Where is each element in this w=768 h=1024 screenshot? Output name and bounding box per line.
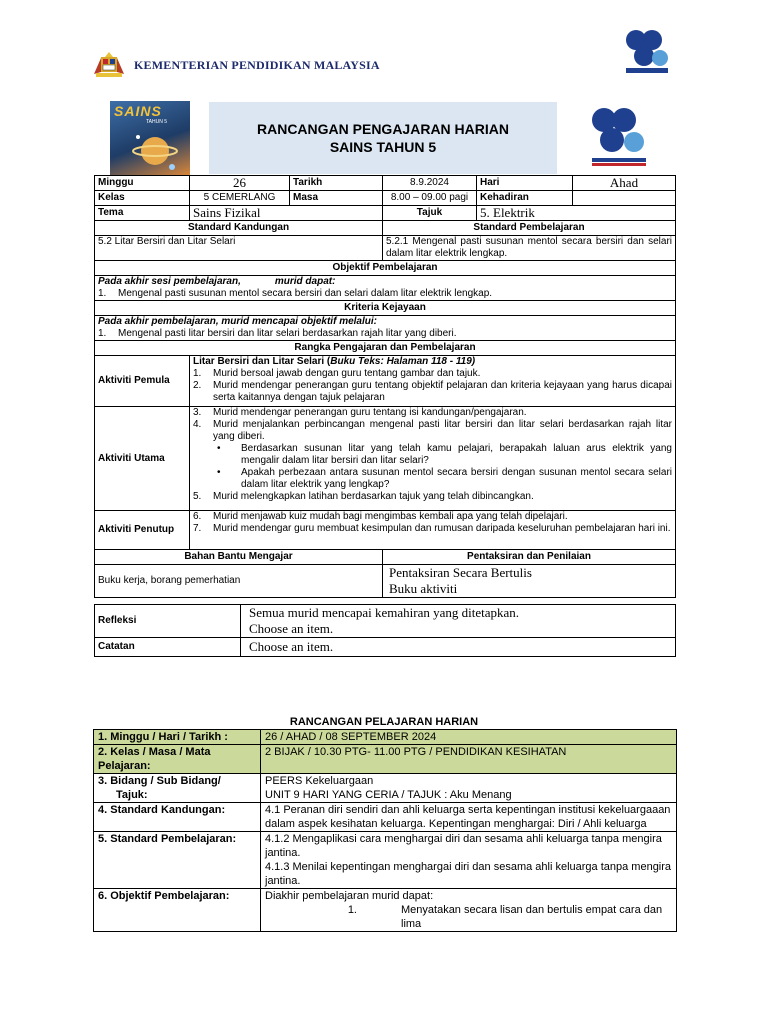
plan2-sk-label: 4. Standard Kandungan:: [94, 803, 261, 832]
aktiviti-penutup-cell[interactable]: [190, 511, 676, 550]
pentaksiran-line-2: Buku aktiviti: [389, 581, 458, 596]
plan2-title: RANCANGAN PELAJARAN HARIAN: [289, 716, 479, 728]
page-subtitle: SAINS TAHUN 5: [329, 139, 437, 155]
objektif-cell[interactable]: [95, 276, 676, 301]
list-number: 1.: [98, 288, 107, 299]
planet-icon: [130, 129, 180, 173]
refleksi-label: Refleksi: [95, 605, 241, 638]
list-number: 2.: [193, 380, 202, 391]
plan2-sp-label: 5. Standard Pembelajaran:: [94, 832, 261, 889]
objektif-item: Mengenal pasti susunan mentol secara bersiri dan selari dalam litar elektrik lengkap.: [118, 288, 493, 299]
list-number: 3.: [193, 407, 202, 418]
plan-title-box: [209, 102, 557, 174]
kriteria-cell[interactable]: [95, 316, 676, 341]
obj-item: Menyatakan secara lisan dan bertulis empat cara dan lima: [401, 904, 663, 930]
aktiviti-penutup-label: Aktiviti Penutup: [95, 511, 190, 550]
utama-list: [193, 491, 672, 503]
list-number: 7.: [193, 523, 202, 534]
objektif-intro: Pada akhir sesi pembelajaran,: [98, 276, 241, 287]
ministry-header: [92, 52, 380, 78]
obj-intro: Diakhir pembelajaran murid dapat:: [265, 890, 434, 902]
refleksi-cell[interactable]: [241, 605, 676, 638]
rph-table: [94, 175, 676, 598]
list-number: 5.: [193, 491, 202, 502]
aktiviti-utama-label: Aktiviti Utama: [95, 407, 190, 511]
plan2-sp-value[interactable]: [261, 832, 677, 889]
kelas-label: Kelas: [95, 191, 190, 206]
objektif-header: Objektif Pembelajaran: [95, 261, 676, 276]
catatan-dropdown[interactable]: Choose an item.: [241, 638, 676, 657]
list-text: Murid menjalankan perbincangan mengenal pasti litar bersiri dan litar selari berdasarkan rajah litar yang diberi.: [213, 419, 672, 442]
refleksi-dropdown[interactable]: Choose an item.: [249, 621, 334, 636]
pentaksiran-header: Pentaksiran dan Penilaian: [383, 550, 676, 565]
list-item: [193, 380, 672, 404]
bullet-text: Berdasarkan susunan litar yang telah kamu pelajari, berapakah laluan arus elektrik yang mengalir dalam litar bersiri dan litar selari?: [241, 443, 672, 466]
utama-bullets: [193, 443, 672, 491]
penutup-list: [193, 511, 672, 535]
bullet-item: [193, 467, 672, 491]
bbm-header: Bahan Bantu Mengajar: [95, 550, 383, 565]
bullet-icon: •: [217, 467, 221, 478]
pentaksiran-line-1: Pentaksiran Secara Bertulis: [389, 565, 532, 580]
tarikh-value[interactable]: 8.9.2024: [383, 176, 477, 191]
list-number: 4.: [193, 419, 202, 430]
list-number: 1.: [347, 904, 357, 916]
tema-value[interactable]: Sains Fizikal: [190, 206, 383, 221]
aktiviti-pemula-label: Aktiviti Pemula: [95, 356, 190, 407]
bidang-line-1: PEERS Kekeluargaan: [265, 775, 374, 787]
list-item: [193, 407, 672, 419]
list-text: Murid bersoal jawab dengan guru tentang gambar dan tajuk.: [213, 368, 481, 379]
hari-value[interactable]: Ahad: [573, 176, 676, 191]
bullet-text: Apakah perbezaan antara susunan mentol secara bersiri dengan susunan mentol secara selari dalam litar elektrik yang lengkap?: [241, 467, 672, 490]
kelas-value[interactable]: 5 CEMERLANG: [190, 191, 290, 206]
list-text: Murid mendengar penerangan guru tentang isi kandungan/pengajaran.: [213, 407, 527, 418]
masa-label: Masa: [290, 191, 383, 206]
minggu-value[interactable]: 26: [190, 176, 290, 191]
pemula-heading: Litar Bersiri dan Litar Selari (Buku Teks: Halaman 118 - 119): [193, 356, 476, 367]
pentaksiran-cell[interactable]: [383, 565, 676, 598]
tarikh-label: Tarikh: [290, 176, 383, 191]
cover-subtitle: TAHUN 5: [146, 119, 168, 125]
bullet-item: [193, 443, 672, 467]
textbook-cover-image: [110, 101, 190, 175]
kehadiran-label: Kehadiran: [477, 191, 573, 206]
objektif-intro-2: murid dapat:: [274, 276, 336, 287]
hari-label: Hari: [477, 176, 573, 191]
list-text: Murid menjawab kuiz mudah bagi mengimbas kembali apa yang telah dipelajari.: [213, 511, 568, 522]
page-title: RANCANGAN PENGAJARAN HARIAN: [256, 121, 509, 137]
masa-value[interactable]: 8.00 – 09.00 pagi: [383, 191, 477, 206]
plan2-minggu-label: 1. Minggu / Hari / Tarikh :: [94, 730, 261, 745]
utama-list: [193, 407, 672, 443]
plan2-sk-value[interactable]: 4.1 Peranan diri sendiri dan ahli keluarga serta kepentingan institusi kekeluargaaan dalam aspek kesihatan keluarga. Kepentingan menghargai: Diri / Ahli keluarga: [261, 803, 677, 832]
catatan-label: Catatan: [95, 638, 241, 657]
kriteria-header: Kriteria Kejayaan: [95, 301, 676, 316]
refleksi-table: [94, 604, 676, 657]
school-logo-icon: [622, 26, 672, 76]
list-item: [193, 368, 672, 380]
list-item: [193, 419, 672, 443]
refleksi-line-1: Semua murid mencapai kemahiran yang ditetapkan.: [249, 605, 520, 620]
minggu-label: Minggu: [95, 176, 190, 191]
ministry-name: KEMENTERIAN PENDIDIKAN MALAYSIA: [134, 57, 380, 72]
kehadiran-value[interactable]: [573, 191, 676, 206]
list-item: [193, 491, 672, 503]
list-item: [193, 511, 672, 523]
aktiviti-pemula-cell[interactable]: [190, 356, 676, 407]
list-number: 1.: [98, 328, 107, 339]
tema-label: Tema: [95, 206, 190, 221]
list-text: Murid mendengar guru membuat kesimpulan dan rumusan daripada keseluruhan pembelajaran hari ini.: [213, 523, 671, 534]
bidang-line-2: UNIT 9 HARI YANG CERIA / TAJUK : Aku Menang: [265, 789, 512, 801]
plan2-objektif-value[interactable]: [261, 889, 677, 932]
standard-kandungan-value[interactable]: 5.2 Litar Bersiri dan Litar Selari: [95, 236, 383, 261]
list-item: [193, 523, 672, 535]
plan2-minggu-value[interactable]: 26 / AHAD / 08 SEPTEMBER 2024: [261, 730, 677, 745]
pemula-list: [193, 368, 672, 404]
plan2-kelas-label: 2. Kelas / Masa / Mata Pelajaran:: [94, 745, 261, 774]
cover-title: SAINS: [114, 103, 162, 119]
kriteria-item: Mengenal pasti litar bersiri dan litar selari berdasarkan rajah litar yang diberi.: [118, 328, 457, 339]
malaysia-crest-icon: [92, 52, 126, 78]
aktiviti-utama-cell[interactable]: [190, 407, 676, 511]
sp-line-1: 4.1.2 Mengaplikasi cara menghargai diri dan sesama ahli keluarga tanpa mengira jantina.: [265, 833, 662, 859]
kriteria-intro: Pada akhir pembelajaran, murid mencapai objektif melalui:: [98, 316, 377, 327]
rangka-header: Rangka Pengajaran dan Pembelajaran: [95, 341, 676, 356]
bbm-value[interactable]: Buku kerja, borang pemerhatian: [95, 565, 383, 598]
standard-pembelajaran-header: Standard Pembelajaran: [383, 221, 676, 236]
school-logo-icon: [588, 104, 650, 168]
plan2-table: [93, 729, 677, 932]
sp-line-2: 4.1.3 Menilai kepentingan menghargai diri dan sesama ahli keluarga tanpa mengira jantina.: [265, 861, 672, 887]
tajuk-label: Tajuk: [383, 206, 477, 221]
list-number: 6.: [193, 511, 202, 522]
plan2-objektif-label: 6. Objektif Pembelajaran:: [94, 889, 261, 932]
list-number: 1.: [193, 368, 202, 379]
standard-kandungan-header: Standard Kandungan: [95, 221, 383, 236]
plan2-kelas-value[interactable]: 2 BIJAK / 10.30 PTG- 11.00 PTG / PENDIDIKAN KESIHATAN: [261, 745, 677, 774]
tajuk-value[interactable]: 5. Elektrik: [477, 206, 676, 221]
list-text: Murid melengkapkan latihan berdasarkan tajuk yang telah dibincangkan.: [213, 491, 534, 502]
bullet-icon: •: [217, 443, 221, 454]
plan2-bidang-label: 3. Bidang / Sub Bidang/ Tajuk:: [94, 774, 261, 803]
standard-pembelajaran-value[interactable]: 5.2.1 Mengenal pasti susunan mentol secara bersiri dan selari dalam litar elektrik lengkap.: [383, 236, 676, 261]
list-text: Murid mendengar penerangan guru tentang objektif pelajaran dan kriteria kejayaan yang harus dicapai serta kaitannya dengan tajuk pelajaran: [213, 380, 672, 403]
plan2-bidang-value[interactable]: [261, 774, 677, 803]
